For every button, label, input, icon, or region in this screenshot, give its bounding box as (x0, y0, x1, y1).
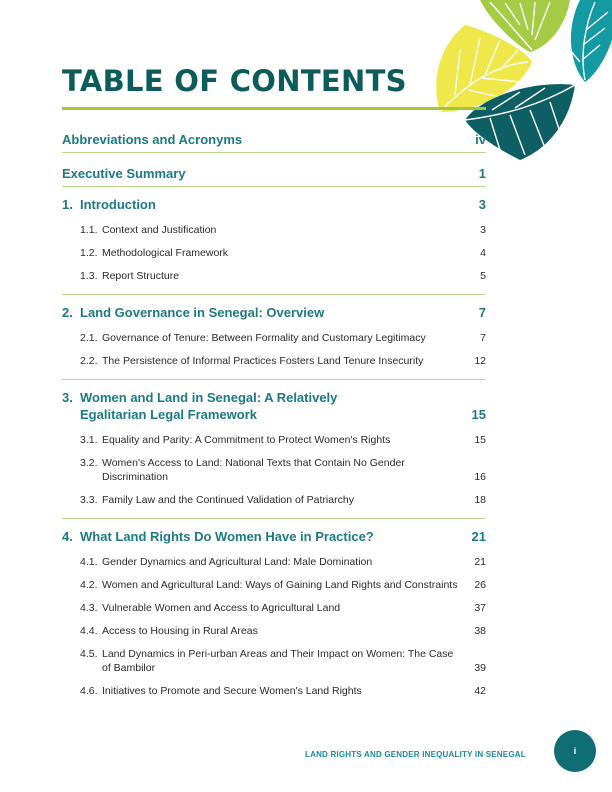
subentry-title: Equality and Parity: A Commitment to Protect Women's Rights (102, 434, 391, 446)
section-number: 2. (62, 305, 73, 320)
subentry-number: 3.3. (80, 494, 98, 506)
toc-entry-label: Executive Summary (62, 166, 186, 181)
subentry-page: 15 (474, 434, 486, 446)
subentry-number: 2.1. (80, 332, 98, 344)
subentry-page: 26 (474, 579, 486, 591)
toc-subentry[interactable] (62, 452, 486, 489)
section-title-line2: Egalitarian Legal Framework (80, 407, 258, 422)
teal-leaf-icon (570, 0, 612, 82)
section-title: Introduction (80, 197, 156, 212)
subentry-title: Family Law and the Continued Validation of Patriarchy (102, 494, 354, 506)
toc-subentry[interactable] (62, 574, 486, 597)
subentry-number: 2.2. (80, 355, 98, 367)
toc-subentry[interactable] (62, 429, 486, 452)
subentry-page: 37 (474, 602, 486, 614)
section-title: Land Governance in Senegal: Overview (80, 305, 325, 320)
subentry-number: 4.5. (80, 648, 98, 660)
subentry-title: Vulnerable Women and Access to Agricultural Land (102, 602, 341, 614)
section-title: Women and Land in Senegal: A Relatively (80, 390, 338, 405)
section-page: 21 (471, 529, 486, 544)
table-of-contents (62, 128, 486, 703)
section-page: 7 (478, 305, 486, 320)
section-number: 4. (62, 529, 73, 544)
subentry-title: Initiatives to Promote and Secure Women's Land Rights (102, 685, 362, 697)
toc-entry-page: 1 (478, 166, 486, 181)
toc-subentry[interactable] (62, 327, 486, 350)
toc-entry-executive-summary[interactable] (62, 162, 486, 187)
subentry-page: 42 (474, 685, 486, 697)
section-page: 15 (471, 407, 486, 422)
toc-section-3[interactable] (62, 380, 486, 429)
subentry-title: Context and Justification (102, 224, 217, 236)
subentry-number: 3.2. (80, 457, 98, 469)
subentry-number: 1.1. (80, 224, 98, 236)
subentry-page: 39 (474, 662, 486, 674)
subentry-title: Governance of Tenure: Between Formality and Customary Legitimacy (102, 332, 426, 344)
subentry-number: 4.6. (80, 685, 98, 697)
page-title: TABLE OF CONTENTS (62, 64, 407, 98)
subentry-title: Report Structure (102, 270, 180, 282)
toc-entry-label: Abbreviations and Acronyms (62, 132, 243, 147)
subentry-number: 3.1. (80, 434, 98, 446)
subentry-page: 7 (480, 332, 486, 344)
subentry-page: 38 (474, 625, 486, 637)
subentry-title: Methodological Framework (102, 247, 229, 259)
toc-section-1[interactable] (62, 187, 486, 219)
toc-subentry[interactable] (62, 680, 486, 703)
subentry-title: Land Dynamics in Peri-urban Areas and Their Impact on Women: The Case of Bambilor (102, 648, 454, 674)
section-number: 3. (62, 390, 73, 405)
toc-entry-abbreviations[interactable] (62, 128, 486, 153)
subentry-title: Women's Access to Land: National Texts that Contain No Gender Discrimination (102, 457, 405, 483)
toc-entry-page: iv (475, 132, 486, 147)
toc-subentry[interactable] (62, 551, 486, 574)
subentry-page: 18 (474, 494, 486, 506)
toc-subentry[interactable] (62, 219, 486, 242)
subentry-number: 4.4. (80, 625, 98, 637)
subentry-title: Women and Agricultural Land: Ways of Gaining Land Rights and Constraints (102, 579, 458, 591)
subentry-number: 1.3. (80, 270, 98, 282)
subentry-number: 1.2. (80, 247, 98, 259)
subentry-number: 4.2. (80, 579, 98, 591)
subentry-title: Access to Housing in Rural Areas (102, 625, 258, 637)
subentry-number: 4.1. (80, 556, 98, 568)
toc-subentry[interactable] (62, 597, 486, 620)
title-rule (62, 107, 486, 110)
toc-subentry[interactable] (62, 242, 486, 265)
toc-subentry[interactable] (62, 265, 486, 288)
subentry-title: Gender Dynamics and Agricultural Land: Male Domination (102, 556, 373, 568)
subentry-page: 3 (480, 224, 486, 236)
subentry-page: 12 (474, 355, 486, 367)
section-page: 3 (478, 197, 486, 212)
toc-subentry[interactable] (62, 350, 486, 373)
toc-subentry[interactable] (62, 620, 486, 643)
toc-section-4[interactable] (62, 519, 486, 551)
page-number-badge: i (554, 730, 596, 772)
subentry-number: 4.3. (80, 602, 98, 614)
toc-section-2[interactable] (62, 295, 486, 327)
section-title: What Land Rights Do Women Have in Practice? (80, 529, 374, 544)
subentry-page: 21 (474, 556, 486, 568)
subentry-page: 16 (474, 471, 486, 483)
subentry-title: The Persistence of Informal Practices Fosters Land Tenure Insecurity (102, 355, 424, 367)
subentry-page: 4 (480, 247, 486, 259)
section-number: 1. (62, 197, 73, 212)
toc-subentry[interactable] (62, 643, 486, 680)
running-footer: LAND RIGHTS AND GENDER INEQUALITY IN SENEGAL (305, 750, 526, 759)
subentry-page: 5 (480, 270, 486, 282)
toc-subentry[interactable] (62, 489, 486, 512)
